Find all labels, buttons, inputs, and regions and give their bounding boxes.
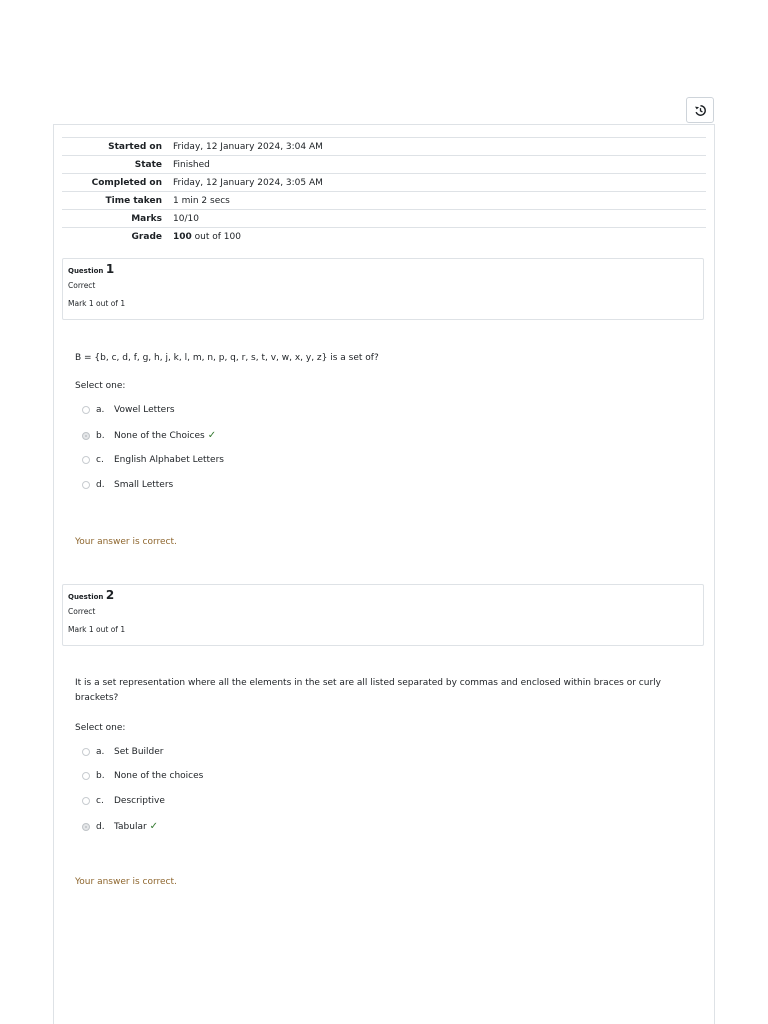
- option-text: Descriptive: [114, 796, 165, 806]
- question-number-value: 2: [105, 588, 115, 602]
- answer-option-c[interactable]: [82, 796, 165, 806]
- check-icon: ✓: [207, 430, 217, 441]
- radio-button[interactable]: [82, 406, 90, 414]
- radio-button[interactable]: [82, 456, 90, 464]
- option-text: None of the choices: [114, 771, 204, 781]
- option-letter: b.: [96, 771, 105, 781]
- check-icon: ✓: [149, 821, 159, 832]
- answer-option-c[interactable]: [82, 455, 224, 465]
- option-letter: c.: [96, 796, 104, 806]
- feedback-text: Your answer is correct.: [75, 537, 177, 547]
- question-number: [68, 588, 698, 602]
- question-label: Question: [68, 593, 104, 601]
- radio-button[interactable]: [82, 797, 90, 805]
- history-icon: [694, 104, 707, 117]
- radio-button-selected[interactable]: [82, 823, 90, 831]
- option-text: Tabular: [114, 821, 147, 832]
- radio-button[interactable]: [82, 748, 90, 756]
- grade-score: 100: [173, 231, 192, 242]
- question-info-1: [62, 258, 704, 320]
- option-text: None of the Choices: [114, 430, 205, 441]
- summary-row-completed: [62, 174, 706, 192]
- option-letter: d.: [96, 480, 105, 490]
- option-text: Set Builder: [114, 747, 164, 757]
- question-text: It is a set representation where all the elements in the set are all listed separated by commas and enclosed within braces or curly brackets?: [75, 678, 661, 703]
- summary-label: Started on: [108, 141, 162, 152]
- summary-value: Friday, 12 January 2024, 3:05 AM: [173, 177, 323, 188]
- question-state: Correct: [68, 607, 96, 616]
- grade-out-of: out of 100: [191, 231, 241, 242]
- option-text: Small Letters: [114, 480, 174, 490]
- answer-option-b[interactable]: [82, 771, 203, 781]
- summary-row-state: [62, 156, 706, 174]
- question-mark: Mark 1 out of 1: [68, 299, 126, 308]
- answer-option-d[interactable]: [82, 480, 173, 490]
- option-text: Vowel Letters: [114, 405, 175, 415]
- question-text: B = {b, c, d, f, g, h, j, k, l, m, n, p, q, r, s, t, v, w, x, y, z} is a set of?: [75, 353, 379, 363]
- option-letter: c.: [96, 455, 104, 465]
- answer-option-a[interactable]: [82, 747, 163, 757]
- answer-option-d[interactable]: [82, 821, 158, 832]
- history-button[interactable]: [686, 97, 714, 123]
- summary-label: Completed on: [91, 177, 162, 188]
- summary-label: Grade: [131, 231, 162, 242]
- feedback-text: Your answer is correct.: [75, 877, 177, 887]
- question-state: Correct: [68, 281, 96, 290]
- select-one-prompt: Select one:: [75, 381, 126, 391]
- radio-button-selected[interactable]: [82, 432, 90, 440]
- summary-value: [167, 228, 706, 246]
- summary-row-marks: [62, 210, 706, 228]
- select-one-prompt: Select one:: [75, 723, 126, 733]
- option-letter: a.: [96, 747, 105, 757]
- option-letter: d.: [96, 821, 105, 832]
- summary-row-started: [62, 138, 706, 156]
- summary-label: Marks: [131, 213, 162, 224]
- summary-value: Finished: [173, 159, 210, 170]
- question-label: Question: [68, 267, 104, 275]
- summary-label: State: [134, 159, 162, 170]
- radio-button[interactable]: [82, 481, 90, 489]
- option-letter: b.: [96, 430, 105, 441]
- answer-option-a[interactable]: [82, 405, 175, 415]
- summary-row-grade: [62, 228, 706, 246]
- summary-value: Friday, 12 January 2024, 3:04 AM: [173, 141, 323, 152]
- question-number: [68, 262, 698, 276]
- option-letter: a.: [96, 405, 105, 415]
- option-text: English Alphabet Letters: [114, 455, 224, 465]
- question-mark: Mark 1 out of 1: [68, 625, 126, 634]
- answer-option-b[interactable]: [82, 430, 216, 441]
- radio-button[interactable]: [82, 772, 90, 780]
- summary-value: 10/10: [173, 213, 199, 224]
- summary-row-time-taken: [62, 192, 706, 210]
- summary-label: Time taken: [105, 195, 162, 206]
- question-number-value: 1: [105, 262, 115, 276]
- quiz-summary-table: [62, 137, 706, 245]
- question-info-2: [62, 584, 704, 646]
- summary-value: 1 min 2 secs: [173, 195, 230, 206]
